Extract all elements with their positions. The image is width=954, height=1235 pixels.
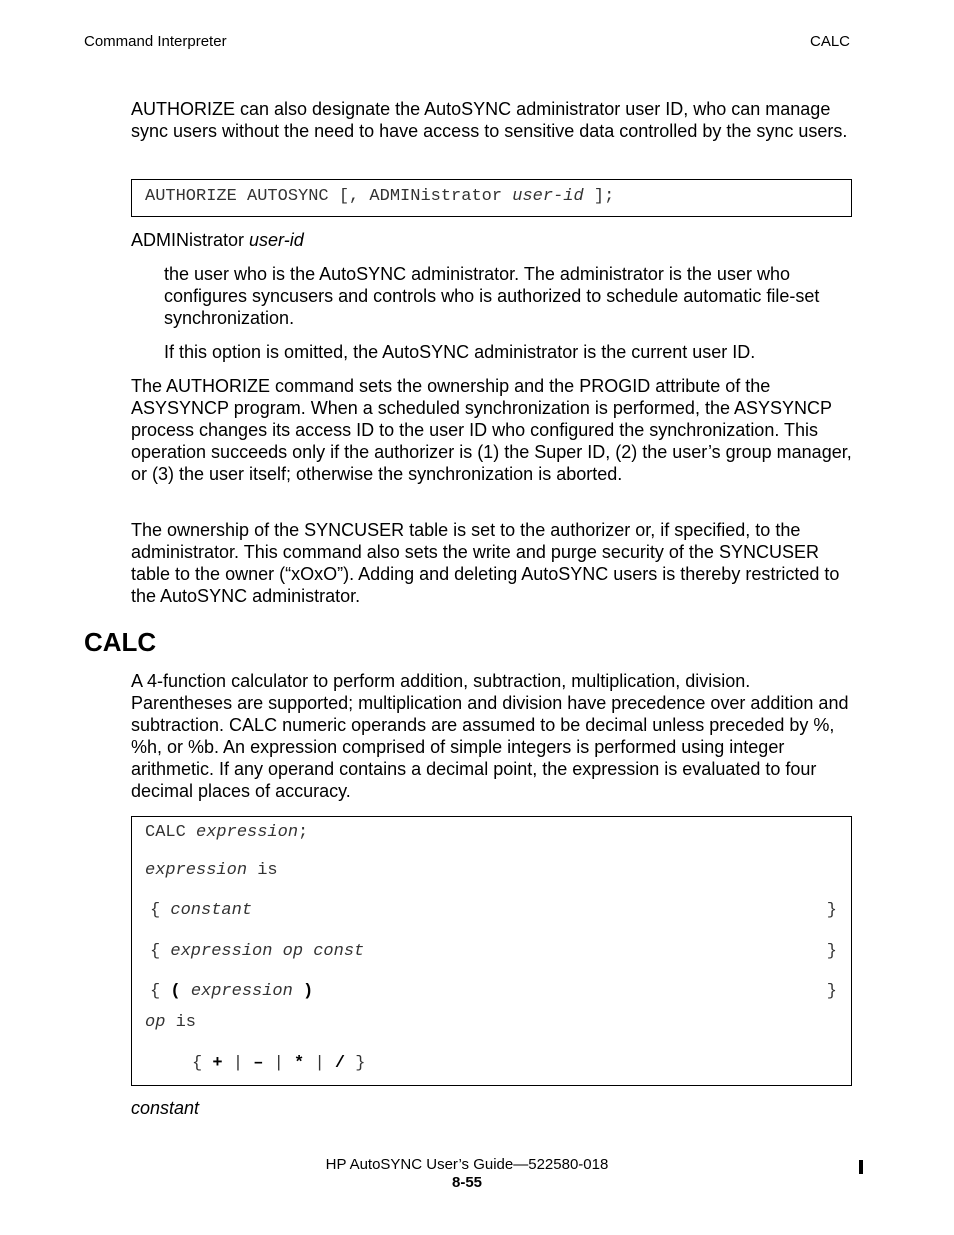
running-header-left: Command Interpreter	[84, 33, 227, 50]
footer-title: HP AutoSYNC User’s Guide—522580-018	[325, 1156, 609, 1173]
op-bar: |	[273, 1054, 284, 1073]
op-multiply: *	[294, 1054, 305, 1073]
alt3-lparen: (	[170, 982, 181, 1001]
calc-cmd-end: ;	[298, 823, 309, 842]
alt3-lbrace: {	[150, 982, 161, 1001]
syncuser-table-paragraph: The ownership of the SYNCUSER table is set to the authorizer or, if specified, to the administrator. This command also sets the write and purge security of the SYNCUSER table to the owner (“xOxO”). Adding and deleting AutoSYNC users is thereby restricted to the AutoSYNC administrator.	[131, 520, 840, 606]
param-term-italic: user-id	[249, 230, 304, 250]
calc-description: A 4-function calculator to perform addition, subtraction, multiplication, division. Parentheses are supported; multiplication and division have precedence over addition and subtraction. CALC numeric operands are assumed to be decimal unless preceded by %, %h, or %b. An expression comprised of simple integers is performed using integer arithmetic. If any operand contains a decimal point, the expression is evaluated to four decimal places of accuracy.	[131, 671, 849, 801]
calc-syntax-box	[131, 816, 852, 1086]
constant-term	[131, 1097, 853, 1119]
syntax-prefix: AUTHORIZE AUTOSYNC [, ADMINistrator	[145, 187, 513, 206]
expression-is: is	[247, 861, 278, 880]
op-rbrace: }	[355, 1054, 366, 1073]
calc-cmd: CALC	[145, 823, 197, 842]
running-header-right: CALC	[809, 33, 850, 50]
syntax-suffix: ];	[583, 187, 615, 206]
authorize-ownership-paragraph: The AUTHORIZE command sets the ownership and the PROGID attribute of the ASYSYNCP program. When a scheduled synchronization is performed, the ASYSYNCP process changes its access ID to the user ID who configured the synchronization. This operation succeeds only if the authorizer is (1) the Super ID, (2) the user’s group manager, or (3) the user itself; otherwise the synchronization is aborted.	[131, 376, 852, 484]
alt3-rbrace: }	[826, 982, 837, 1001]
syntax-param: user-id	[512, 187, 584, 206]
op-bar: |	[314, 1054, 325, 1073]
expression-alt-2	[150, 942, 364, 961]
op-plus: +	[212, 1054, 223, 1073]
calc-cmd-param: expression	[196, 823, 299, 842]
alt1-rbrace: }	[826, 901, 837, 920]
expression-alt-3	[150, 982, 313, 1001]
op-lbrace: {	[192, 1054, 203, 1073]
authorize-syntax-line	[145, 187, 614, 206]
op-divide: /	[334, 1054, 346, 1073]
param-term-plain: ADMINistrator	[131, 230, 250, 250]
alt2-rbrace: }	[826, 942, 837, 961]
change-bar	[859, 1160, 863, 1174]
alt1-lbrace: {	[150, 901, 161, 920]
constant-term-italic: constant	[131, 1098, 200, 1118]
param-description: the user who is the AutoSYNC administrator. The administrator is the user who configures syncusers and controls who is authorized to schedule automatic file-set synchronization.	[164, 264, 820, 328]
expression-term: expression	[145, 861, 248, 880]
intro-paragraph: AUTHORIZE can also designate the AutoSYNC administrator user ID, who can manage sync users without the need to have access to sensitive data controlled by the sync users.	[131, 99, 848, 141]
alt2-lbrace: {	[150, 942, 161, 961]
op-alternatives	[192, 1054, 365, 1073]
op-def-label	[145, 1013, 196, 1032]
page-number: 8-55	[451, 1174, 483, 1191]
expression-alt-1	[150, 901, 252, 920]
param-term	[131, 229, 853, 251]
calc-syntax-command	[145, 823, 308, 842]
op-bar: |	[232, 1054, 244, 1073]
authorize-syntax-box	[131, 179, 852, 217]
op-is: is	[165, 1013, 197, 1032]
expression-def-label	[145, 861, 278, 880]
param-default-note: If this option is omitted, the AutoSYNC administrator is the current user ID.	[164, 342, 756, 362]
alt3-rparen: )	[303, 982, 314, 1001]
op-minus: –	[253, 1054, 264, 1073]
alt1-constant: constant	[170, 901, 253, 920]
section-heading-calc: CALC	[84, 627, 157, 657]
alt3-expression: expression	[190, 982, 293, 1001]
op-term: op	[145, 1013, 166, 1032]
alt2-expression-op-const: expression op const	[170, 942, 365, 961]
